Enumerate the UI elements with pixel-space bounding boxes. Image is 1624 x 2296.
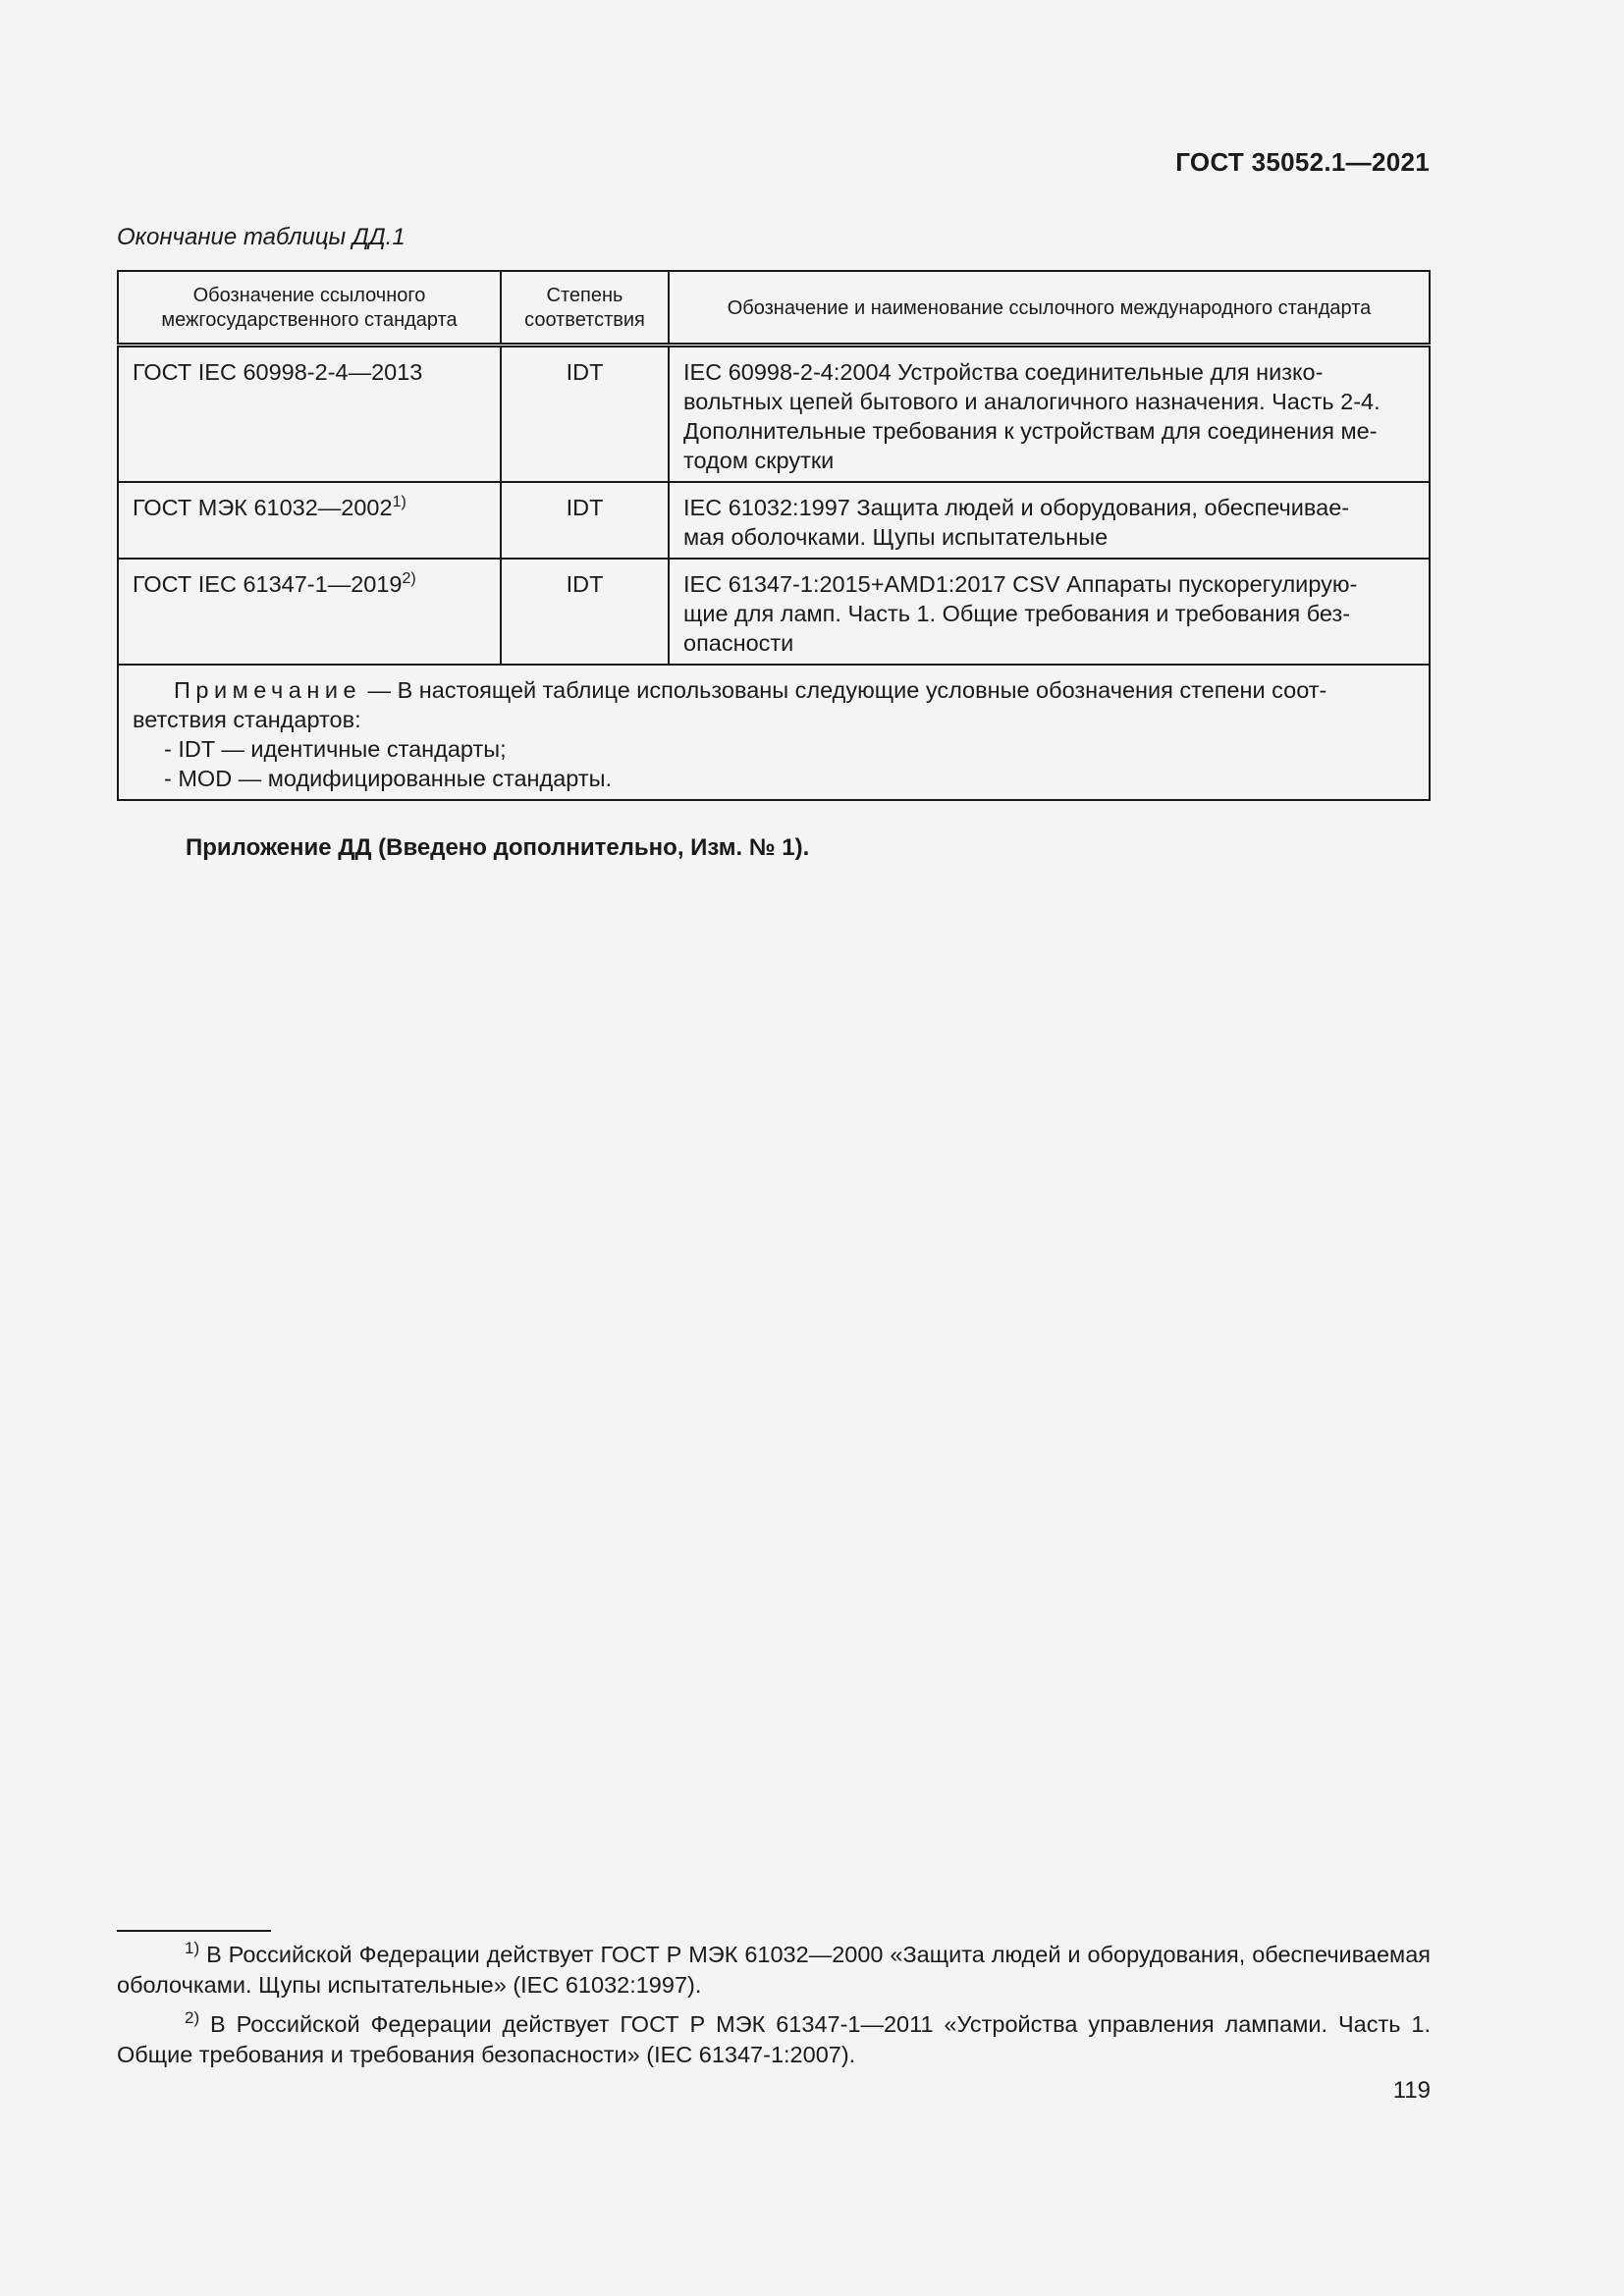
table-row — [118, 346, 1430, 483]
description-line: тодом скрутки — [683, 448, 835, 473]
description-cell — [669, 346, 1430, 483]
footnotes — [117, 1940, 1431, 2079]
description-line: опасности — [683, 630, 794, 656]
reference-standards-table — [117, 270, 1431, 801]
standard-code: ГОСТ IEC 60998-2-4—2013 — [133, 359, 423, 385]
description-cell — [669, 559, 1430, 665]
page-number: 119 — [1392, 2077, 1431, 2104]
table-row — [118, 559, 1430, 665]
footnote — [117, 1940, 1431, 2001]
note-label: Примечание — [174, 677, 362, 703]
standard-code-cell — [118, 482, 501, 559]
note-line — [133, 675, 1415, 705]
table-note — [118, 665, 1430, 800]
description-line: IEC 61032:1997 Защита людей и оборудования, обеспечивае- — [683, 495, 1350, 520]
description-line: Дополнительные требования к устройствам для соединения ме- — [683, 418, 1378, 444]
footnote — [117, 2009, 1431, 2070]
description-line: щие для ламп. Часть 1. Общие требования и требования без- — [683, 601, 1351, 626]
standard-code: ГОСТ IEC 61347-1—2019 — [133, 571, 403, 597]
degree-cell: IDT — [501, 482, 669, 559]
document-code-header: ГОСТ 35052.1—2021 — [1175, 147, 1430, 177]
footnote-reference: 2) — [402, 570, 416, 588]
description-cell — [669, 482, 1430, 559]
footnote-text: В Российской Федерации действует ГОСТ Р МЭК 61347-1—2011 «Устройства управления лампами. Часть 1. Общие требования и требования безопасности» (IEC 61347-1:2007). — [117, 2011, 1431, 2067]
footnote-reference: 1) — [392, 494, 406, 511]
description-line: вольтных цепей бытового и аналогичного назначения. Часть 2-4. — [683, 389, 1380, 414]
footnote-mark: 1) — [185, 1939, 200, 1958]
note-list-item: - MOD — модифицированные стандарты. — [164, 766, 613, 791]
description-line: IEC 61347-1:2015+AMD1:2017 CSV Аппараты пускорегулирую- — [683, 571, 1358, 597]
note-text-continuation: ветствия стандартов: — [133, 707, 361, 732]
table-caption: Окончание таблицы ДД.1 — [117, 224, 406, 250]
description-line: мая оболочками. Щупы испытательные — [683, 524, 1109, 550]
table-header-row — [118, 271, 1430, 346]
standard-code-cell — [118, 346, 501, 483]
table-row — [118, 482, 1430, 559]
footnote-separator — [117, 1930, 271, 1932]
header-interstate-standard: Обозначение ссылочного межгосударственного стандарта — [118, 271, 501, 346]
standard-code: ГОСТ МЭК 61032—2002 — [133, 495, 393, 520]
standard-code-cell — [118, 559, 501, 665]
footnote-mark: 2) — [185, 2008, 200, 2028]
header-international-standard: Обозначение и наименование ссылочного международного стандарта — [669, 271, 1430, 346]
footnote-text: В Российской Федерации действует ГОСТ Р МЭК 61032—2000 «Защита людей и оборудования, обеспечиваемая оболочками. Щупы испытательные» (IEC 61032:1997). — [117, 1942, 1431, 1998]
description-line: IEC 60998-2-4:2004 Устройства соединительные для низко- — [683, 359, 1324, 385]
note-text: — В настоящей таблице использованы следующие условные обозначения степени соот- — [361, 677, 1327, 703]
header-degree-of-conformity: Степень соответствия — [501, 271, 669, 346]
appendix-amendment-note: Приложение ДД (Введено дополнительно, Изм. № 1). — [186, 834, 810, 861]
degree-cell: IDT — [501, 559, 669, 665]
note-list-item: - IDT — идентичные стандарты; — [164, 736, 507, 762]
degree-cell: IDT — [501, 346, 669, 483]
table-note-row — [118, 665, 1430, 800]
